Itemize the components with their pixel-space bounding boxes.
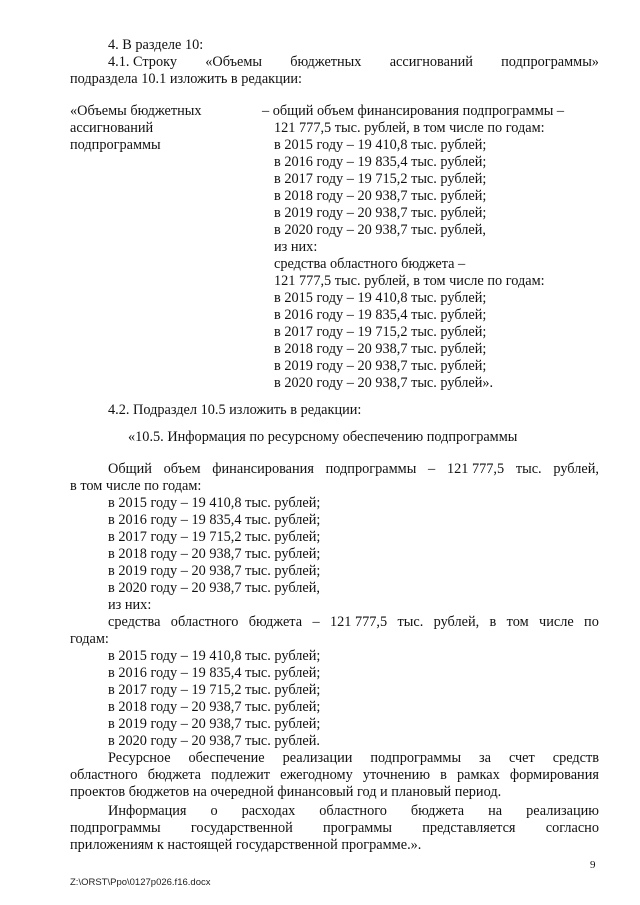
year-line: в 2017 году – 19 715,2 тыс. рублей; [108, 529, 321, 545]
row-label [70, 103, 202, 154]
word: «Объемы [205, 54, 263, 70]
section-heading: 4. В разделе 10: [108, 37, 204, 53]
resource-para-line2 [70, 767, 599, 784]
row-label-line: подпрограммы [70, 137, 161, 153]
word: подпрограммы [70, 820, 161, 836]
info-para-line2 [70, 820, 599, 837]
word: рублей, [553, 461, 599, 477]
row-value-line: 121 777,5 тыс. рублей, в том числе по годам: [274, 273, 545, 289]
year-line: в 2015 году – 19 410,8 тыс. рублей; [108, 495, 321, 511]
word: бюджетных [290, 54, 362, 70]
word: обеспечение [188, 750, 265, 766]
word: – [312, 614, 320, 630]
row-value-line: в 2018 году – 20 938,7 тыс. рублей; [274, 188, 487, 204]
word: расходах [241, 803, 296, 819]
row-value-line: в 2020 году – 20 938,7 тыс. рублей». [274, 375, 494, 391]
word: объем [163, 461, 201, 477]
word: средства [108, 614, 161, 630]
word: счет [508, 750, 535, 766]
row-value-line: в 2016 году – 19 835,4 тыс. рублей; [274, 154, 487, 170]
word: подлежит [211, 767, 271, 783]
info-para-line1 [108, 803, 599, 820]
year-line: в 2020 году – 20 938,7 тыс. рублей, [108, 580, 320, 596]
row-value-line: в 2016 году – 19 835,4 тыс. рублей; [274, 307, 487, 323]
row-value-line: из них: [274, 239, 318, 255]
word: подпрограммы [325, 461, 417, 477]
total-para-line1 [108, 461, 599, 478]
item-4-2: 4.2. Подраздел 10.5 изложить в редакции: [108, 402, 362, 418]
word: уточнению [362, 767, 430, 783]
total-para-line2: в том числе по годам: [70, 478, 202, 494]
year-line: в 2018 году – 20 938,7 тыс. рублей; [108, 699, 321, 715]
row-label-line: ассигнований [70, 120, 154, 136]
row-value-line: средства областного бюджета – [274, 256, 466, 272]
years-regional-list [108, 648, 320, 750]
word: в [440, 767, 447, 783]
info-para-line3: приложениям к настоящей государственной программе.». [70, 837, 422, 853]
year-line: в 2015 году – 19 410,8 тыс. рублей; [108, 648, 321, 664]
page-number: 9 [590, 859, 596, 871]
word: бюджета [147, 767, 202, 783]
row-value-line: 121 777,5 тыс. рублей, в том числе по годам: [274, 120, 545, 136]
word: за [479, 750, 491, 766]
file-path-footer: Z:\ORST\Ppo\0127p026.f16.docx [70, 877, 211, 888]
word: тыс. [515, 461, 542, 477]
word: 121 777,5 [446, 461, 505, 477]
row-value [274, 120, 545, 392]
regional-para-line2: годам: [70, 631, 109, 647]
word: ежегодному [280, 767, 353, 783]
word: бюджета [410, 803, 465, 819]
row-value-line: в 2017 году – 19 715,2 тыс. рублей; [274, 324, 487, 340]
year-line: в 2019 году – 20 938,7 тыс. рублей; [108, 563, 321, 579]
word: формирования [509, 767, 599, 783]
word: том [506, 614, 529, 630]
word: 121 777,5 [329, 614, 388, 630]
row-value-line: в 2015 году – 19 410,8 тыс. рублей; [274, 137, 487, 153]
year-line: в 2016 году – 19 835,4 тыс. рублей; [108, 512, 321, 528]
word: 4.1. Строку [108, 54, 177, 70]
row-label-line: «Объемы бюджетных [70, 103, 202, 119]
word: на [488, 803, 503, 819]
year-line: в 2018 году – 20 938,7 тыс. рублей; [108, 546, 321, 562]
word: по [584, 614, 599, 630]
word: тыс. [397, 614, 424, 630]
word: программы [322, 820, 392, 836]
row-value-line: в 2018 году – 20 938,7 тыс. рублей; [274, 341, 487, 357]
year-line: в 2019 году – 20 938,7 тыс. рублей; [108, 716, 321, 732]
row-value-first-line: – общий объем финансирования подпрограммы – [262, 103, 565, 119]
word: числе [539, 614, 574, 630]
word: областного [170, 614, 239, 630]
word: рублей, [433, 614, 480, 630]
word: ассигнований [389, 54, 473, 70]
subsection-title: «10.5. Информация по ресурсному обеспечению подпрограммы [128, 429, 518, 445]
year-line: из них: [108, 597, 152, 613]
item-4-1-line2: подраздела 10.1 изложить в редакции: [70, 71, 303, 87]
word: согласно [545, 820, 599, 836]
word: реализацию [526, 803, 599, 819]
word: реализации [282, 750, 353, 766]
word: подпрограммы [370, 750, 462, 766]
year-line: в 2020 году – 20 938,7 тыс. рублей. [108, 733, 320, 749]
word: финансирования [212, 461, 314, 477]
word: областного [70, 767, 138, 783]
regional-para-line1 [108, 614, 599, 631]
item-4-1-line1 [108, 54, 599, 71]
resource-para-line1 [108, 750, 599, 767]
row-value-line: в 2019 году – 20 938,7 тыс. рублей; [274, 205, 487, 221]
word: подпрограммы» [501, 54, 599, 70]
word: областного [319, 803, 387, 819]
word: в [489, 614, 497, 630]
word: Информация [108, 803, 187, 819]
word: бюджета [248, 614, 303, 630]
word: о [210, 803, 218, 819]
word: средств [552, 750, 599, 766]
word: представляется [422, 820, 516, 836]
year-line: в 2017 году – 19 715,2 тыс. рублей; [108, 682, 321, 698]
years-total-list [108, 495, 320, 614]
row-value-line: в 2020 году – 20 938,7 тыс. рублей, [274, 222, 486, 238]
row-value-line: в 2015 году – 19 410,8 тыс. рублей; [274, 290, 487, 306]
word: Общий [108, 461, 152, 477]
word: государственной [190, 820, 293, 836]
word: Ресурсное [108, 750, 171, 766]
resource-para-line3: проектов бюджетов на очередной финансовый год и плановый период. [70, 784, 502, 800]
word: – [428, 461, 436, 477]
row-value-line: в 2017 году – 19 715,2 тыс. рублей; [274, 171, 487, 187]
word: рамках [456, 767, 500, 783]
year-line: в 2016 году – 19 835,4 тыс. рублей; [108, 665, 321, 681]
row-value-line: в 2019 году – 20 938,7 тыс. рублей; [274, 358, 487, 374]
